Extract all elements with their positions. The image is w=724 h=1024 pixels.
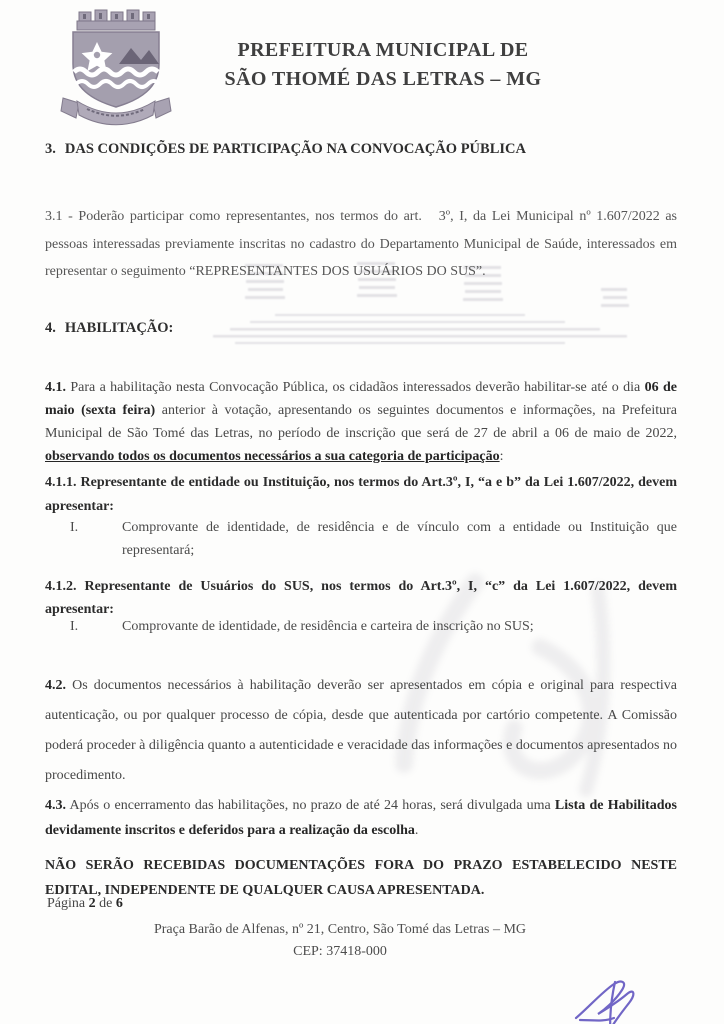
list-item-text: Comprovante de identidade, de residência e carteira de inscrição no SUS; (122, 619, 534, 634)
page-word: Página (47, 896, 86, 911)
page-number (47, 896, 123, 912)
list-item-roman-numeral: I. (70, 520, 79, 535)
paragraph-4-1-2: 4.1.2. Representante de Usuários do SUS, nos termos do Art.3º, I, “c” da Lei 1.607/2022, devem apresentar: (45, 579, 677, 617)
paragraph-4-3-text-2: . (414, 822, 419, 838)
paragraph-4-1-text-3: : (499, 449, 504, 464)
list-item-4-1-2-I (70, 616, 677, 639)
paragraph-3-1 (45, 203, 677, 286)
paragraph-4-1 (45, 376, 677, 468)
underlined-requirement-phrase: observando todos os documentos necessários a sua categoria de participação (45, 449, 500, 464)
header-title-line2: SÃO THOMÉ DAS LETRAS – MG (224, 68, 542, 90)
section-3-heading (45, 141, 677, 158)
paragraph-4-1-1: 4.1.1. Representante de entidade ou Instituição, nos termos do Art.3º, I, “a e b” da Lei 1.607/2022, devem apresentar: (45, 475, 677, 514)
list-item-text: Comprovante de identidade, de residência e de vínculo com a entidade ou Instituição que representará; (122, 520, 677, 558)
section-3-number: 3. (45, 141, 56, 157)
paragraph-3-1-text: - Poderão participar como representantes, nos termos do art. 3º, I, da Lei Municipal nº 1.607/2022 as pessoas interessadas previamente inscritas no cadastro do Departamento Municipal de Saúde, interessados em representar o seguimento “REPRESENTANTES DOS USUÁRIOS DO SUS”. (45, 209, 677, 279)
deadline-date-bold: 06 de maio (sexta feira) (45, 380, 678, 418)
final-warning-paragraph: NÃO SERÃO RECEBIDAS DOCUMENTAÇÕES FORA DO PRAZO ESTABELECIDO NESTE EDITAL, INDEPENDENTE DE QUALQUER CAUSA APRESENTADA. (45, 858, 677, 898)
signature-initials-icon (570, 970, 654, 1024)
paragraph-4-3-text-1: Após o encerramento das habilitações, no prazo de até 24 horas, será divulgada uma (66, 798, 555, 813)
section-3-title: DAS CONDIÇÕES DE PARTICIPAÇÃO NA CONVOCAÇÃO PÚBLICA (64, 141, 526, 157)
footer-address (10, 919, 670, 963)
paragraph-4-3 (45, 794, 677, 843)
paragraph-4-2-text: Os documentos necessários à habilitação deverão ser apresentados em cópia e original para respectiva autenticação, ou por qualquer processo de cópia, desde que autenticada por cartório competente. A Comissão poderá proceder à diligência quanto a autenticidade e veracidade das informações e documentos apresentados no procedimento. (45, 678, 677, 783)
header-title-line1: PREFEITURA MUNICIPAL DE (237, 39, 529, 61)
paragraph-4-1-number: 4.1. (45, 380, 66, 395)
of-word: de (99, 896, 113, 911)
paragraph-3-1-number: 3.1 (45, 209, 63, 224)
document-header (168, 36, 598, 94)
paragraph-4-1-text-1: Para a habilitação nesta Convocação Pública, os cidadãos interessados deverão habilitar-se até o dia (66, 380, 645, 395)
habilitados-list-bold: Lista de Habilitados devidamente inscritos e deferidos para a realização da escolha (45, 798, 677, 838)
paragraph-4-3-number: 4.3. (45, 798, 66, 813)
section-4-title: HABILITAÇÃO: (64, 320, 174, 336)
list-item-roman-numeral: I. (70, 619, 79, 634)
paragraph-4-1-text-2: anterior à votação, apresentando os seguintes documentos e informações, na Prefeitura Municipal de São Tomé das Letras, no período de inscrição que será de 27 de abril a 06 de maio de 2022, (45, 403, 678, 441)
page-total: 6 (115, 896, 123, 911)
paragraph-4-2-number: 4.2. (45, 678, 66, 693)
paragraph-4-2 (45, 671, 677, 791)
address-line2: CEP: 37418-000 (293, 944, 387, 959)
municipal-coat-of-arms-logo (57, 6, 175, 128)
section-4-number: 4. (45, 320, 56, 336)
section-4-heading (45, 320, 677, 337)
list-item-4-1-1-I (70, 517, 677, 562)
address-line1: Praça Barão de Alfenas, nº 21, Centro, São Tomé das Letras – MG (153, 922, 527, 937)
page-current: 2 (88, 896, 96, 911)
